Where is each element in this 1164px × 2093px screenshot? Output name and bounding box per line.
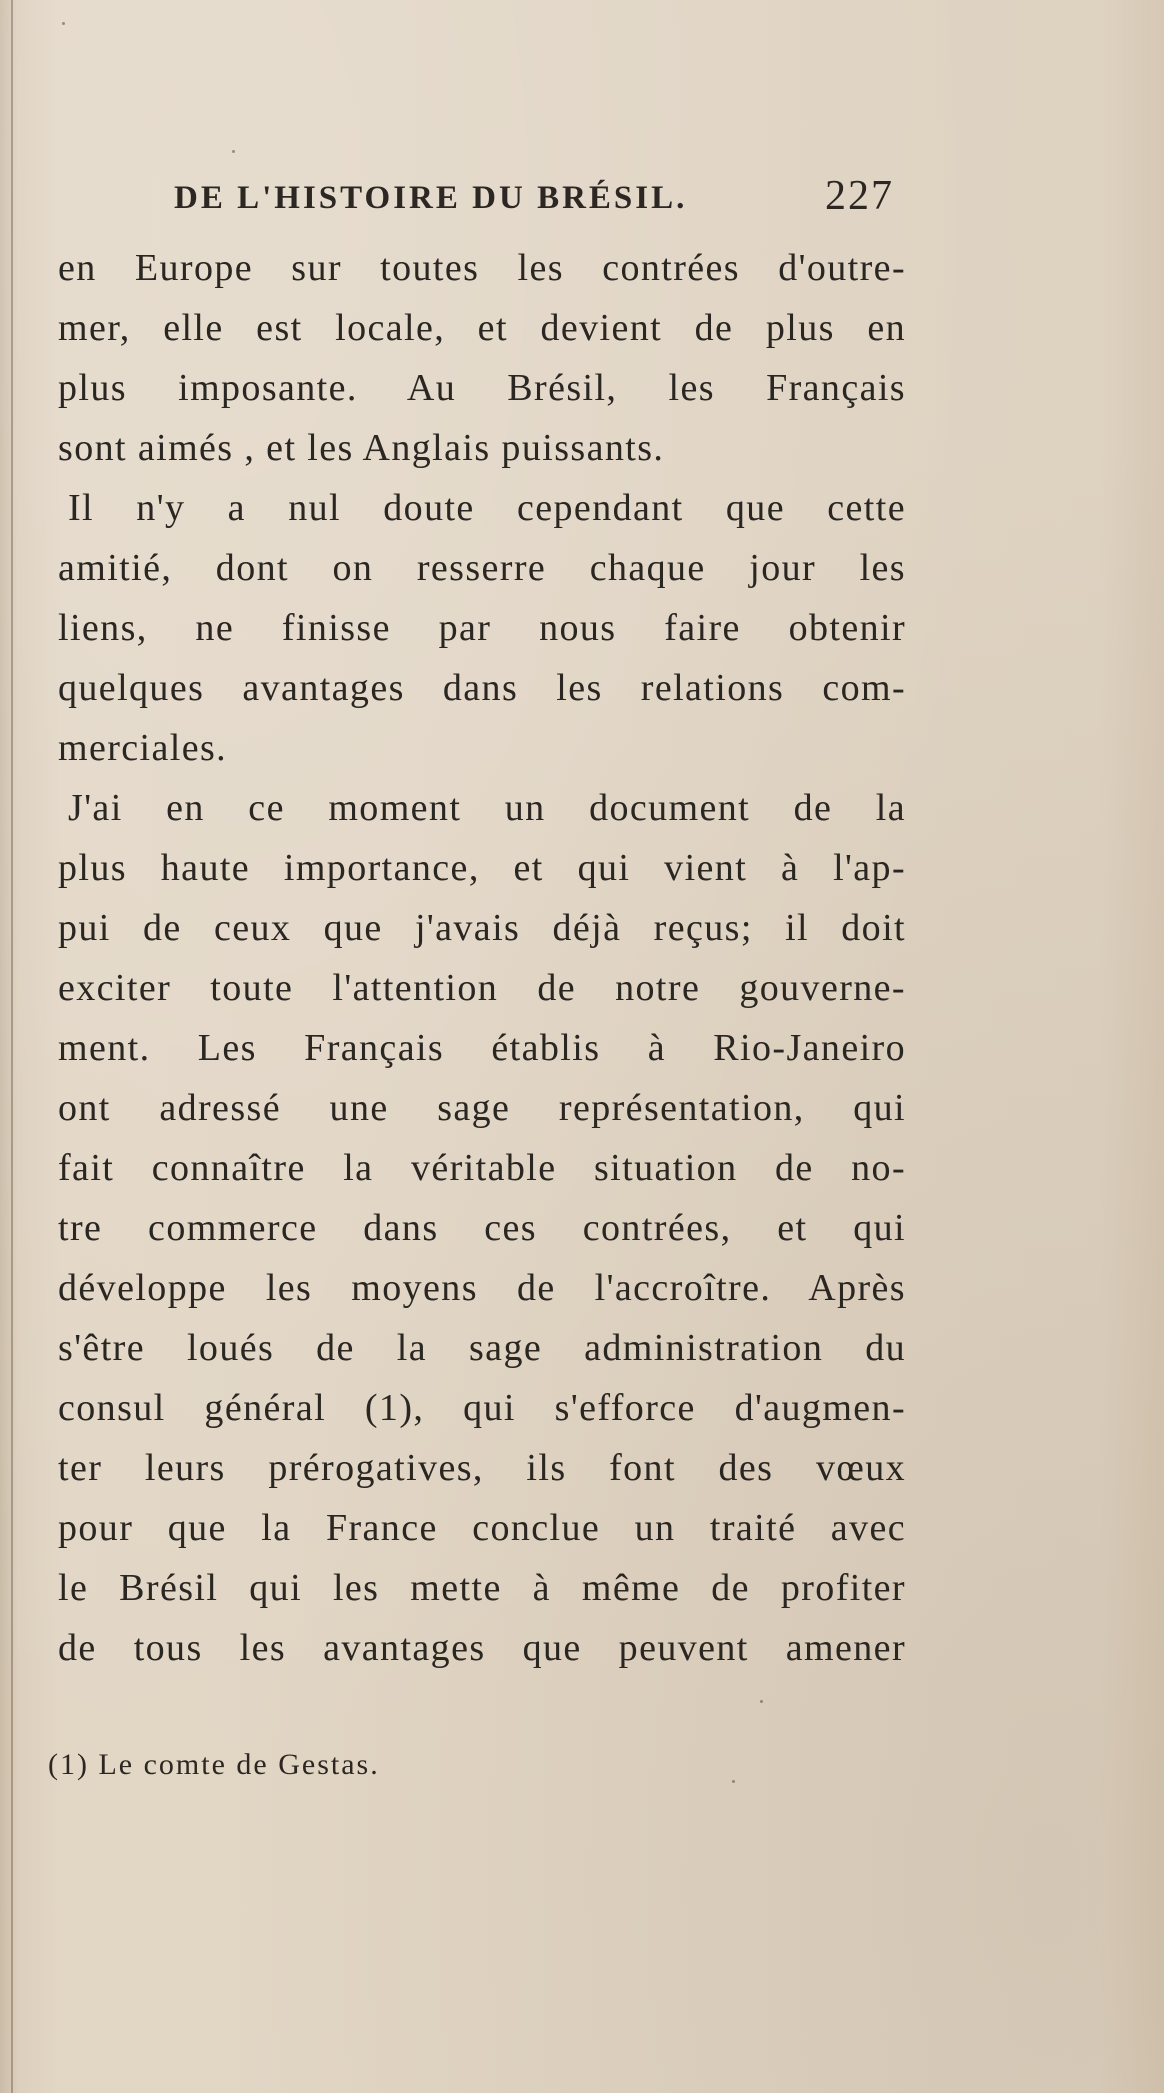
text-line: exciter toute l'attention de notre gouverne- bbox=[58, 967, 906, 1009]
text-line: tre commerce dans ces contrées, et qui bbox=[58, 1207, 906, 1249]
text-line: merciales. bbox=[58, 727, 228, 769]
text-line: J'ai en ce moment un document de la bbox=[68, 787, 906, 829]
text-line: quelques avantages dans les relations com- bbox=[58, 667, 906, 709]
text-line: plus imposante. Au Brésil, les Français bbox=[58, 367, 906, 409]
page-header bbox=[0, 168, 1164, 228]
text-line: ter leurs prérogatives, ils font des vœux bbox=[58, 1447, 906, 1489]
text-line: ont adressé une sage représentation, qui bbox=[58, 1087, 906, 1129]
text-line: le Brésil qui les mette à même de profiter bbox=[58, 1567, 906, 1609]
text-line: fait connaître la véritable situation de no- bbox=[58, 1147, 906, 1189]
running-head: DE L'HISTOIRE DU BRÉSIL. bbox=[174, 180, 688, 216]
page-number: 227 bbox=[825, 173, 894, 219]
text-line: consul général (1), qui s'efforce d'augmen- bbox=[58, 1387, 906, 1429]
text-line: mer, elle est locale, et devient de plus en bbox=[58, 307, 906, 349]
text-line: pui de ceux que j'avais déjà reçus; il doit bbox=[58, 907, 906, 949]
text-line: sont aimés , et les Anglais puissants. bbox=[58, 427, 665, 469]
text-line: en Europe sur toutes les contrées d'outre- bbox=[58, 247, 906, 289]
text-line: s'être loués de la sage administration du bbox=[58, 1327, 906, 1369]
paper-speck bbox=[232, 150, 235, 153]
text-line: liens, ne finisse par nous faire obtenir bbox=[58, 607, 906, 649]
paper-speck bbox=[732, 1780, 735, 1783]
footnote: (1) Le comte de Gestas. bbox=[48, 1748, 380, 1781]
text-line: plus haute importance, et qui vient à l'ap- bbox=[58, 847, 906, 889]
text-line: développe les moyens de l'accroître. Après bbox=[58, 1267, 906, 1309]
text-line: amitié, dont on resserre chaque jour les bbox=[58, 547, 906, 589]
paper-speck bbox=[760, 1700, 763, 1703]
binding-edge bbox=[11, 0, 13, 2093]
text-line: Il n'y a nul doute cependant que cette bbox=[68, 487, 906, 529]
text-line: ment. Les Français établis à Rio-Janeiro bbox=[58, 1027, 906, 1069]
text-line: de tous les avantages que peuvent amener bbox=[58, 1627, 906, 1669]
body-text bbox=[58, 238, 906, 1678]
text-line: pour que la France conclue un traité avec bbox=[58, 1507, 906, 1549]
paper-speck bbox=[62, 22, 65, 25]
